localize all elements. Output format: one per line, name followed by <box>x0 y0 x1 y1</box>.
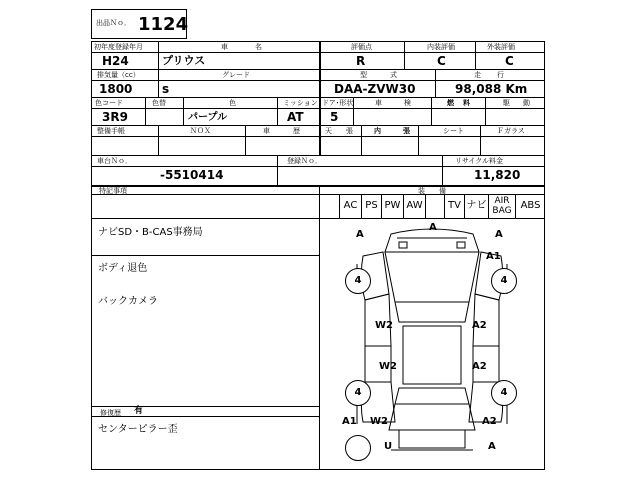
color: パープル <box>188 112 228 123</box>
mileage: 98,088 Km <box>455 82 528 96</box>
interior-lining-label-2: 張 <box>403 127 410 135</box>
model-label-1: 型 <box>360 71 367 79</box>
fuel-label-1: 燃 <box>447 99 454 107</box>
roof-lining-label-2: 張 <box>346 127 353 135</box>
damage-rear-u: U <box>384 441 393 452</box>
nox-label: ＮＯＸ <box>190 127 211 135</box>
history-label-1: 車 <box>263 127 270 135</box>
lot-number: 1124 <box>138 14 189 35</box>
displacement: 1800 <box>99 82 133 96</box>
doors: 5 <box>330 110 339 124</box>
grade: s <box>162 82 170 96</box>
doors-label: ドア･形状 <box>322 99 354 107</box>
transmission-label: ミッション <box>283 99 318 107</box>
mileage-label-1: 走 <box>474 71 481 79</box>
lot-number-box <box>91 9 187 39</box>
equipment-tv: TV <box>445 194 465 218</box>
exterior-score: C <box>505 54 514 68</box>
damage-bottom-a2: A2 <box>482 416 497 427</box>
car-name: プリウス <box>162 54 206 67</box>
note-line-3: バックカメラ <box>98 296 158 307</box>
color-label: 色 <box>229 99 236 107</box>
special-notes-label: 特記事項 <box>99 187 127 195</box>
grade-label: グレード <box>222 71 250 79</box>
interior-score: C <box>437 54 446 68</box>
equipment-label-1: 装 <box>418 187 425 195</box>
damage-bottom-w2: W2 <box>370 416 388 427</box>
interior-lining-label-1: 内 <box>374 127 381 135</box>
model-label-2: 式 <box>390 71 397 79</box>
interior-score-label: 内装評価 <box>427 43 455 51</box>
inspection-label-1: 車 <box>375 99 382 107</box>
repair-history-value: 有 <box>134 406 144 416</box>
damage-right-a2-rear: A2 <box>472 361 487 372</box>
damage-top-right: A <box>495 229 503 240</box>
first-registration-label: 初年度登録年月 <box>94 43 143 51</box>
equipment-ac: AC <box>340 194 362 218</box>
mileage-label-2: 行 <box>497 71 504 79</box>
model-code: DAA-ZVW30 <box>334 82 416 96</box>
seat-label: シート <box>443 127 464 135</box>
maintenance-book-label: 整備手帳 <box>97 127 125 135</box>
color-code: 3R9 <box>102 110 128 124</box>
damage-left-w2-front: W2 <box>375 320 393 331</box>
equipment-airbag: AIR BAG <box>489 194 516 218</box>
damage-rear-a: A <box>488 441 496 452</box>
car-damage-diagram <box>319 218 545 470</box>
equipment-label-2: 備 <box>439 187 446 195</box>
equipment-blank <box>319 194 340 218</box>
damage-top-left: A <box>356 229 364 240</box>
score-label: 評価点 <box>351 43 372 51</box>
car-name-label-1: 車 <box>221 43 228 51</box>
displacement-label: 排気量（cc） <box>97 71 140 79</box>
repair-detail: センターピラー歪 <box>98 424 178 435</box>
damage-right-a2-front: A2 <box>472 320 487 331</box>
recycle-fee: 11,820 <box>474 168 521 182</box>
equipment-aw: AW <box>404 194 426 218</box>
repair-history-label: 修復歴 <box>100 409 121 417</box>
drive-label-2: 動 <box>523 99 530 107</box>
note-line-1: ナビSD・B-CAS事務局 <box>98 227 203 238</box>
car-name-label-2: 名 <box>255 43 262 51</box>
roof-lining-label-1: 天 <box>325 127 332 135</box>
wheel-rear-left: 4 <box>345 380 371 406</box>
registration-no-label: 登録Ｎｏ． <box>287 157 322 165</box>
exterior-score-label: 外装評価 <box>487 43 515 51</box>
equipment-empty <box>426 194 445 218</box>
note-line-2: ボディ退色 <box>98 263 148 274</box>
equipment-ps: PS <box>362 194 382 218</box>
damage-right-a1: A1 <box>486 251 501 262</box>
equipment-abs: ABS <box>520 200 541 211</box>
chassis-no: -5510414 <box>160 168 224 182</box>
drive-label-1: 駆 <box>503 99 510 107</box>
history-label-2: 歴 <box>293 127 300 135</box>
lot-number-label: 出品Ｎｏ． <box>96 19 131 27</box>
equipment-pw: PW <box>382 194 404 218</box>
recycle-fee-label: リサイクル料金 <box>455 157 504 165</box>
wheel-front-left: 4 <box>345 268 371 294</box>
damage-top-center: A <box>429 222 437 233</box>
damage-left-w2-rear: W2 <box>379 361 397 372</box>
color-code-label: 色コード <box>95 99 123 107</box>
wheel-front-right: 4 <box>491 268 517 294</box>
spare-tire <box>345 435 371 461</box>
front-glass-label: Ｆガラス <box>497 127 525 135</box>
color-change-label: 色替 <box>152 99 166 107</box>
equipment-navi: ナビ <box>465 194 489 218</box>
fuel-label-2: 料 <box>463 99 470 107</box>
evaluation-score: R <box>356 54 366 68</box>
damage-bottom-a1: A1 <box>342 416 357 427</box>
transmission: AT <box>287 110 304 124</box>
chassis-no-label: 車台Ｎｏ． <box>97 157 132 165</box>
wheel-rear-right: 4 <box>491 380 517 406</box>
registration-year: H24 <box>102 54 129 68</box>
inspection-label-2: 検 <box>404 99 411 107</box>
